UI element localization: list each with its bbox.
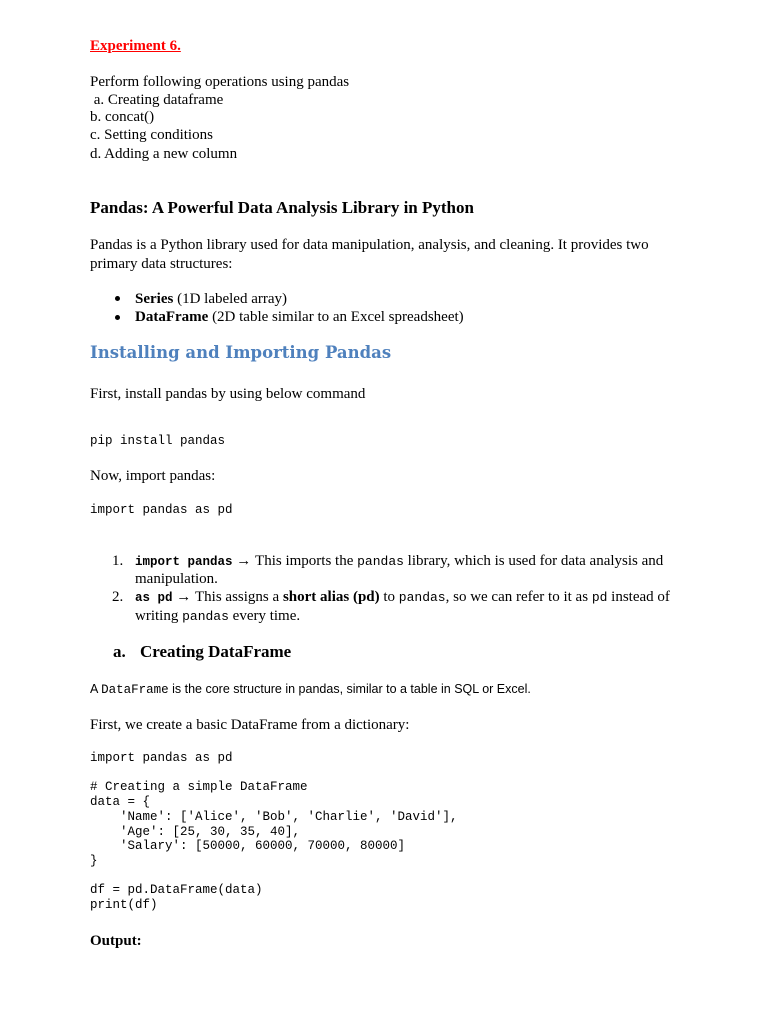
list-text: manipulation. — [135, 571, 218, 587]
bullet-term: Series — [135, 291, 174, 307]
inline-code: pd — [591, 590, 608, 605]
subsection-number: a. — [113, 642, 126, 661]
inline-code: as pd — [135, 591, 173, 605]
bullet-dot — [115, 296, 120, 301]
list-number: 2. — [112, 589, 124, 605]
bullet-item-series — [135, 290, 287, 308]
paragraph-line: Now, import pandas: — [90, 468, 216, 484]
output-label: Output: — [90, 933, 142, 949]
list-number: 1. — [112, 553, 124, 569]
list-text: every time. — [228, 608, 301, 624]
list-item-import — [135, 552, 663, 571]
list-text: , so we can refer to it as — [445, 589, 592, 605]
code-line: import pandas as pd — [90, 503, 233, 517]
bold-inline-code: pd — [357, 589, 375, 605]
list-text: This imports the — [255, 553, 358, 569]
inline-code: pandas — [398, 590, 446, 605]
section-heading-pandas: Pandas: A Powerful Data Analysis Library in Python — [90, 198, 474, 217]
bullet-term: DataFrame — [135, 309, 209, 325]
intro-line: a. Creating dataframe — [90, 92, 224, 108]
arrow: → — [232, 553, 256, 569]
list-text: instead of — [607, 589, 670, 605]
bullet-desc: (2D table similar to an Excel spreadsheet) — [208, 309, 464, 325]
intro-line: Perform following operations using pandas — [90, 74, 350, 90]
inline-code: pandas — [182, 609, 229, 624]
list-item-alias — [135, 588, 670, 607]
inline-code: import pandas — [135, 555, 233, 569]
arrow: → — [172, 589, 196, 605]
intro-line: c. Setting conditions — [90, 127, 213, 143]
list-text-line — [135, 607, 300, 626]
section-heading-install: Installing and Importing Pandas — [90, 343, 392, 362]
paragraph-line: Pandas is a Python library used for data manipulation, analysis, and cleaning. It provides two — [90, 237, 649, 253]
intro-line: d. Adding a new column — [90, 146, 238, 162]
desc-text: is the core structure in pandas, similar to a table in SQL or Excel. — [168, 682, 531, 696]
paragraph-line: primary data structures: — [90, 256, 233, 272]
intro-line: b. concat() — [90, 109, 155, 125]
inline-code: DataFrame — [101, 683, 169, 697]
subsection-heading-create: Creating DataFrame — [140, 642, 292, 661]
paragraph-line: First, install pandas by using below command — [90, 386, 366, 402]
bold-text: short alias ( — [282, 589, 358, 605]
paragraph-line: First, we create a basic DataFrame from a dictionary: — [90, 717, 410, 733]
bullet-desc: (1D labeled array) — [173, 291, 288, 307]
description-line — [90, 680, 531, 699]
list-text: to — [379, 589, 399, 605]
bullet-dot — [115, 315, 120, 320]
bold-text: ) — [374, 589, 380, 605]
desc-text: A — [90, 682, 102, 696]
experiment-title: Experiment 6. — [90, 38, 181, 54]
code-block: import pandas as pd # Creating a simple DataFrame data = { 'Name': ['Alice', 'Bob', 'Charlie', 'David'], 'Age': [25, 30, 35, 40], 'Salary': [50000, 60000, 70000, 80000] } df = pd.DataFrame(data) print(df) — [90, 751, 458, 913]
list-text: This assigns a — [195, 589, 283, 605]
list-text: library, which is used for data analysis and — [403, 553, 664, 569]
inline-code: pandas — [357, 554, 404, 569]
code-line: pip install pandas — [90, 434, 226, 448]
list-text: writing — [135, 608, 183, 624]
bullet-item-dataframe — [135, 308, 464, 326]
